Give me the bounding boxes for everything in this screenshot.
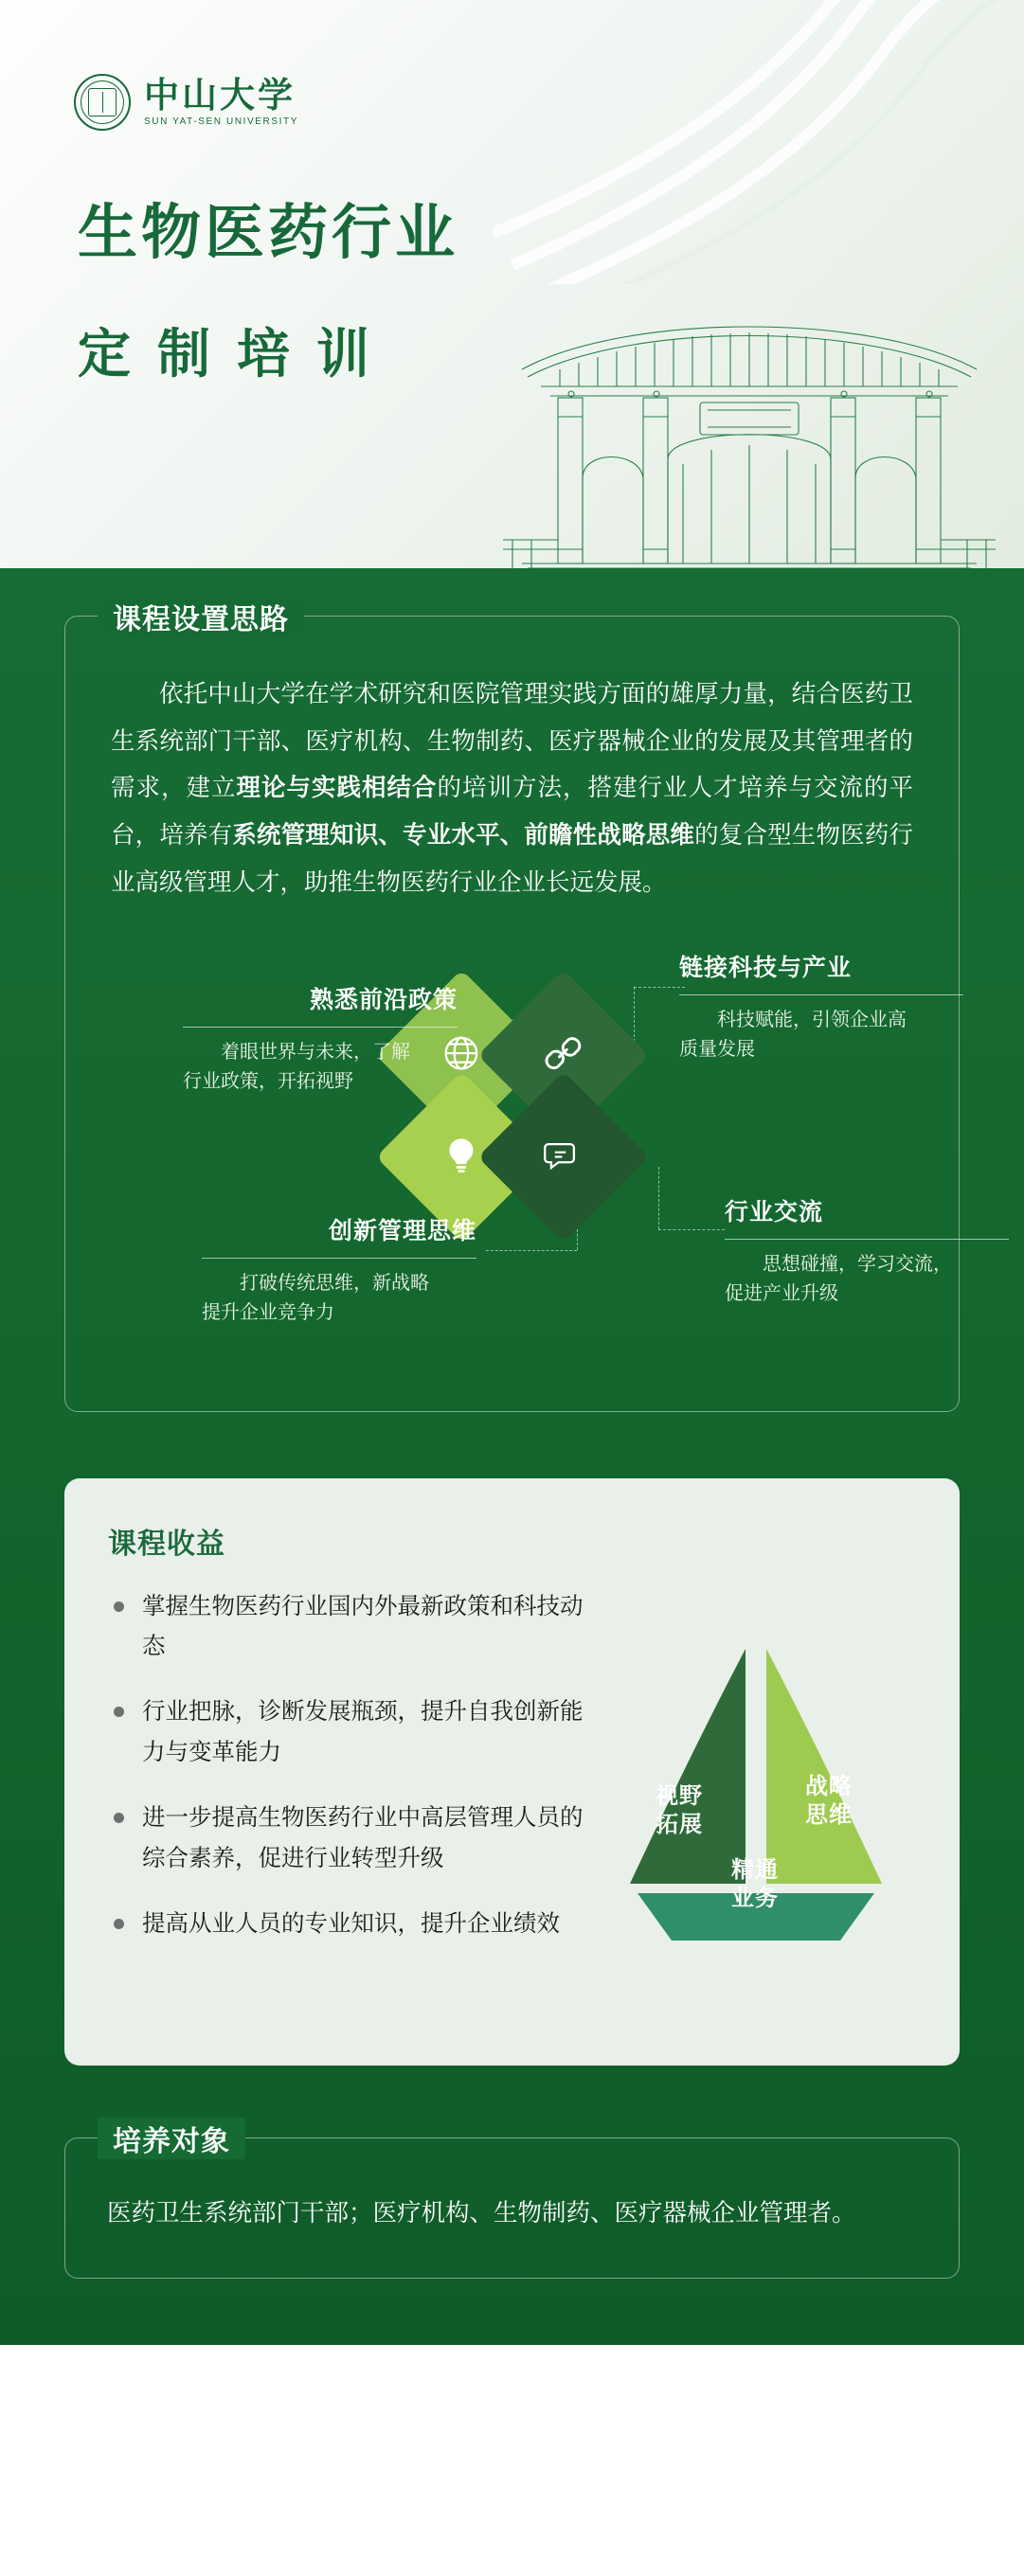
caption-rule: [725, 1239, 1009, 1240]
connector-line-exchange: [658, 1229, 725, 1230]
course-design-paragraph: [111, 671, 913, 907]
triangle-label-left: 视野 拓展: [656, 1781, 703, 1837]
caption-heading-exchange: 行业交流: [725, 1197, 824, 1225]
caption-desc-tech-l1: 科技赋能，引领企业高: [717, 1007, 907, 1030]
triangle-label-bottom: 精通 业务: [731, 1855, 779, 1911]
caption-rule: [202, 1258, 476, 1259]
caption-heading-tech: 链接科技与产业: [679, 953, 853, 981]
para-part-4: 的复合型生物医药行业高级管理人才，助推生物医药行业企业长远发展。: [111, 821, 913, 897]
concept-diagram: [111, 928, 952, 1373]
caption-heading-innovation: 创新管理思维: [328, 1216, 476, 1244]
audience-panel: [64, 2124, 960, 2279]
triangle-label-right: 战略 思维: [805, 1772, 853, 1828]
para-part-1: 理论与实践相结合: [236, 774, 438, 803]
benefit-item: 行业把脉，诊断发展瓶颈，提升自我创新能力与变革能力: [108, 1691, 601, 1773]
course-design-title: 课程设置思路: [98, 596, 304, 637]
benefits-title: 课程收益: [108, 1527, 225, 1561]
caption-rule: [679, 994, 963, 995]
caption-desc-innovation-l2: 提升企业竞争力: [202, 1299, 334, 1323]
poster-body: [0, 568, 1024, 2345]
audience-text: 医药卫生系统部门干部；医疗机构、生物制药、医疗器械企业管理者。: [107, 2198, 856, 2227]
link-icon: [541, 1030, 584, 1079]
caption-desc-exchange-l2: 促进产业升级: [725, 1280, 838, 1304]
logo-text-cn: 中山大学: [144, 74, 296, 116]
caption-desc-exchange: [725, 1249, 1009, 1308]
poster-header: [0, 0, 1024, 568]
caption-desc-innovation-l1: 打破传统思维，新战略: [240, 1270, 429, 1294]
diagram-caption-innovation: [202, 1212, 476, 1327]
caption-heading-policy: 熟悉前沿政策: [309, 985, 458, 1013]
audience-title: 培养对象: [98, 2118, 245, 2159]
caption-desc-tech-l2: 质量发展: [679, 1036, 755, 1060]
logo-text-en: SUN YAT-SEN UNIVERSITY: [144, 116, 299, 128]
course-design-panel: [64, 603, 960, 1412]
poster-title-line1: 生物医药行业: [78, 198, 458, 267]
caption-desc-policy: [183, 1037, 458, 1096]
diagram-caption-policy: [183, 981, 458, 1096]
caption-desc-tech: [679, 1005, 963, 1064]
connector-line-exchange-v: [658, 1167, 659, 1229]
caption-desc-exchange-l1: 思想碰撞，学习交流，: [763, 1251, 952, 1275]
caption-desc-policy-l2: 行业政策，开拓视野: [183, 1068, 353, 1092]
caption-desc-innovation: [202, 1268, 476, 1327]
benefit-item: 掌握生物医药行业国内外最新政策和科技动态: [108, 1586, 601, 1668]
para-part-0: 依托中山大学在学术研究和医院管理实践方面的雄厚力量，结合医药卫生系统部门干部、医疗机构、生物制药、医疗器械企业的发展及其管理者的需求，建立: [111, 680, 913, 803]
benefits-section: [0, 1478, 1024, 2066]
poster-title-line2: 定制培训: [78, 324, 396, 385]
diagram-caption-exchange: [725, 1193, 1009, 1308]
bulb-icon: [440, 1133, 483, 1181]
para-part-2: 的培训方法，搭建行业人才培养与交流的平台，培养有: [111, 774, 913, 850]
benefit-item: 进一步提高生物医药行业中高层管理人员的综合素养，促进行业转型升级: [108, 1798, 601, 1879]
decorative-swirl: [494, 0, 1024, 284]
chat-icon: [541, 1133, 584, 1181]
caption-desc-policy-l1: 着眼世界与未来，了解: [221, 1039, 410, 1063]
university-logo: [74, 74, 298, 131]
diagram-caption-tech: [679, 949, 963, 1064]
triangle-illustration: [603, 1639, 907, 1952]
benefit-item: 提高从业人员的专业知识，提升企业绩效: [108, 1904, 601, 1944]
para-part-3: 系统管理知识、专业水平、前瞻性战略思维: [232, 821, 695, 850]
audience-section: [0, 2124, 1024, 2279]
university-seal-icon: [74, 74, 131, 131]
campus-gate-illustration: [484, 256, 1015, 568]
caption-rule: [183, 1027, 458, 1028]
benefits-list: [108, 1586, 601, 1944]
benefits-panel: [64, 1478, 960, 2066]
